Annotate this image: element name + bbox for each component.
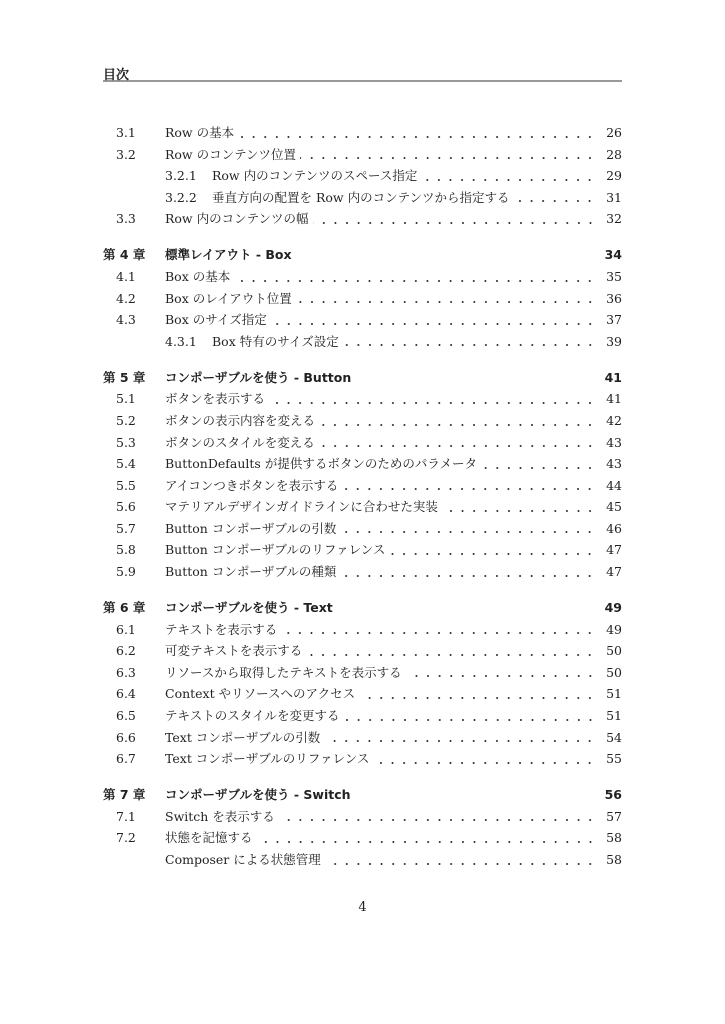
dot-leader <box>421 165 592 187</box>
toc-page-number: 47 <box>606 564 622 580</box>
toc-title: Context やリソースへのアクセス <box>165 686 356 702</box>
toc-title: 状態を記憶する <box>165 830 253 846</box>
toc-number: 5.6 <box>116 499 136 515</box>
dot-leader <box>271 309 592 331</box>
toc-section-entry[interactable] <box>103 144 622 166</box>
toc-section-entry[interactable] <box>103 619 622 641</box>
toc-page-number: 51 <box>606 708 622 724</box>
toc-chapter-entry[interactable] <box>103 597 622 619</box>
dot-leader <box>269 388 592 410</box>
page-number: 4 <box>358 900 367 915</box>
toc-section-entry[interactable] <box>103 806 622 828</box>
dot-leader <box>355 784 592 806</box>
toc-chapter-entry[interactable] <box>103 784 622 806</box>
dot-leader <box>325 849 592 871</box>
toc-title: ボタンを表示する <box>165 391 266 407</box>
toc-title: アイコンつきボタンを表示する <box>165 477 339 493</box>
toc-subsection-entry[interactable] <box>103 165 622 187</box>
toc-title: Row のコンテンツ位置 <box>165 146 296 162</box>
toc-page-number: 49 <box>606 621 622 637</box>
dot-leader <box>257 827 592 849</box>
toc-number: 5.9 <box>116 564 136 580</box>
toc-section-entry[interactable] <box>103 475 622 497</box>
table-of-contents <box>103 122 622 871</box>
dot-leader <box>319 432 592 454</box>
toc-title: Row の基本 <box>165 125 235 140</box>
toc-title: Composer による状態管理 <box>165 851 321 867</box>
toc-page-number: 35 <box>606 268 622 284</box>
toc-section-entry[interactable] <box>103 388 622 410</box>
toc-page-number: 41 <box>606 391 622 407</box>
toc-subsection-entry[interactable] <box>103 331 622 353</box>
toc-section-entry[interactable] <box>103 496 622 518</box>
running-header <box>103 63 622 82</box>
toc-section-entry[interactable] <box>103 727 622 749</box>
toc-page-number: 31 <box>606 189 622 205</box>
toc-number: 5.5 <box>116 477 136 493</box>
toc-page-number: 29 <box>606 168 622 184</box>
toc-title: ボタンの表示内容を変える <box>165 412 316 428</box>
toc-page-number: 56 <box>604 787 622 803</box>
toc-chapter-entry[interactable] <box>103 367 622 389</box>
dot-leader <box>306 640 592 662</box>
toc-number: 4.3.1 <box>165 333 197 349</box>
toc-section-entry[interactable] <box>103 266 622 288</box>
dot-leader <box>406 662 592 684</box>
toc-title: Switch を表示する <box>165 808 275 824</box>
dot-leader <box>355 367 592 389</box>
toc-number: 3.2.1 <box>165 168 197 184</box>
toc-number: 3.2.2 <box>165 189 197 205</box>
toc-title: 標準レイアウト - Box <box>165 247 292 263</box>
toc-page-number: 34 <box>604 247 622 263</box>
toc-section-entry[interactable] <box>103 662 622 684</box>
toc-page-number: 41 <box>604 369 622 385</box>
dot-leader <box>234 266 592 288</box>
toc-page-number: 42 <box>606 412 622 428</box>
toc-page-number: 37 <box>606 312 622 328</box>
toc-number: 6.5 <box>116 708 136 724</box>
toc-section-entry[interactable] <box>103 208 622 230</box>
dot-leader <box>373 748 592 770</box>
dot-leader <box>442 496 592 518</box>
dot-leader <box>337 597 592 619</box>
toc-title: Box のサイズ指定 <box>165 312 267 328</box>
dot-leader <box>279 806 592 828</box>
toc-number: 5.2 <box>116 412 136 428</box>
dot-leader <box>313 208 593 230</box>
toc-number: 6.4 <box>116 686 136 702</box>
toc-section-entry[interactable] <box>103 539 622 561</box>
toc-number: 6.6 <box>116 729 136 745</box>
dot-leader <box>340 518 592 540</box>
toc-title: Button コンポーザブルの種類 <box>165 564 337 580</box>
toc-section-entry[interactable] <box>103 122 622 144</box>
dot-leader <box>359 683 592 705</box>
toc-title: Row 内のコンテンツの幅 <box>165 211 309 227</box>
toc-title: ButtonDefaults が提供するボタンのためのパラメータ <box>165 456 477 472</box>
toc-page-number: 43 <box>606 434 622 450</box>
toc-number: 7.2 <box>116 830 136 846</box>
toc-title: Box の基本 <box>165 268 231 284</box>
toc-number: 5.7 <box>116 520 136 536</box>
dot-leader <box>319 410 592 432</box>
toc-page-number: 44 <box>606 477 622 493</box>
dot-leader <box>281 619 592 641</box>
toc-title: 垂直方向の配置を Row 内のコンテンツから指定する <box>212 189 510 205</box>
dot-leader <box>389 539 592 561</box>
toc-number: 5.3 <box>116 434 136 450</box>
toc-number: 7.1 <box>116 808 136 824</box>
toc-title: コンポーザブルを使う - Switch <box>165 787 351 803</box>
toc-title: コンポーザブルを使う - Text <box>165 600 333 616</box>
toc-subsection-entry[interactable] <box>103 187 622 209</box>
toc-section-entry[interactable] <box>103 561 622 583</box>
toc-number: 第 7 章 <box>103 787 146 803</box>
dot-leader <box>296 288 592 310</box>
toc-chapter-entry[interactable] <box>103 244 622 266</box>
toc-section-entry[interactable] <box>103 410 622 432</box>
toc-page-number: 28 <box>606 146 622 162</box>
toc-page-number: 32 <box>606 211 622 227</box>
toc-number: 4.1 <box>116 268 136 284</box>
toc-title: テキストを表示する <box>165 621 278 637</box>
toc-page-number: 39 <box>606 333 622 349</box>
toc-number: 4.2 <box>116 290 136 306</box>
toc-number: 第 5 章 <box>103 369 146 385</box>
toc-title: テキストのスタイルを変更する <box>165 708 340 724</box>
toc-page-number: 51 <box>606 686 622 702</box>
toc-number: 6.7 <box>116 751 136 767</box>
toc-page-number: 58 <box>606 830 622 846</box>
toc-section-entry[interactable] <box>103 640 622 662</box>
toc-page-number: 54 <box>606 729 622 745</box>
toc-number: 6.1 <box>116 621 136 637</box>
toc-section-entry[interactable] <box>103 432 622 454</box>
toc-page-number: 47 <box>606 542 622 558</box>
dot-leader <box>343 331 592 353</box>
toc-number: 第 6 章 <box>103 600 146 616</box>
toc-page-number: 46 <box>606 520 622 536</box>
toc-number: 5.4 <box>116 456 136 472</box>
toc-page-number: 45 <box>606 499 622 515</box>
dot-leader <box>324 727 592 749</box>
toc-number: 第 4 章 <box>103 247 146 263</box>
toc-page-number: 58 <box>606 851 622 867</box>
toc-number: 6.3 <box>116 664 136 680</box>
toc-page-number: 26 <box>606 125 622 140</box>
toc-title: 可変テキストを表示する <box>165 643 303 659</box>
toc-number: 6.2 <box>116 643 136 659</box>
dot-leader <box>300 144 592 166</box>
toc-section-entry[interactable] <box>103 827 622 849</box>
toc-page-number: 57 <box>606 808 622 824</box>
dot-leader <box>342 475 592 497</box>
toc-page-number: 55 <box>606 751 622 767</box>
dot-leader <box>513 187 592 209</box>
toc-section-entry[interactable] <box>103 288 622 310</box>
dot-leader <box>238 122 592 144</box>
dot-leader <box>481 453 592 475</box>
toc-title: Box 特有のサイズ設定 <box>212 333 339 349</box>
toc-title: Text コンポーザブルのリファレンス <box>165 751 370 767</box>
toc-title: ボタンのスタイルを変える <box>165 434 315 450</box>
toc-page-number: 49 <box>604 600 622 616</box>
dot-leader <box>296 244 592 266</box>
toc-page-number: 50 <box>606 643 622 659</box>
toc-number: 5.1 <box>116 391 136 407</box>
toc-page-number: 43 <box>606 456 622 472</box>
toc-title: マテリアルデザインガイドラインに合わせた実装 <box>165 499 438 515</box>
toc-section-entry[interactable] <box>103 453 622 475</box>
toc-number: 3.1 <box>116 125 136 140</box>
toc-title: Box のレイアウト位置 <box>165 290 292 306</box>
toc-number: 5.8 <box>116 542 136 558</box>
header-title: 目次 <box>103 68 130 83</box>
toc-number: 4.3 <box>116 312 136 328</box>
toc-title: Row 内のコンテンツのスペース指定 <box>212 168 418 184</box>
toc-title: Button コンポーザブルの引数 <box>165 520 337 536</box>
toc-number: 3.2 <box>116 146 136 162</box>
toc-section-entry[interactable] <box>103 683 622 705</box>
toc-page-number: 50 <box>606 664 622 680</box>
toc-title: Button コンポーザブルのリファレンス <box>165 542 386 558</box>
toc-title: コンポーザブルを使う - Button <box>165 369 352 385</box>
toc-section-entry[interactable] <box>103 309 622 331</box>
toc-title: リソースから取得したテキストを表示する <box>165 664 402 680</box>
toc-number: 3.3 <box>116 211 136 227</box>
dot-leader <box>344 705 592 727</box>
toc-section-entry[interactable] <box>103 849 622 871</box>
toc-title: Text コンポーザブルの引数 <box>165 729 321 745</box>
toc-page-number: 36 <box>606 290 622 306</box>
toc-section-entry[interactable] <box>103 705 622 727</box>
toc-section-entry[interactable] <box>103 518 622 540</box>
toc-section-entry[interactable] <box>103 748 622 770</box>
dot-leader <box>340 561 592 583</box>
